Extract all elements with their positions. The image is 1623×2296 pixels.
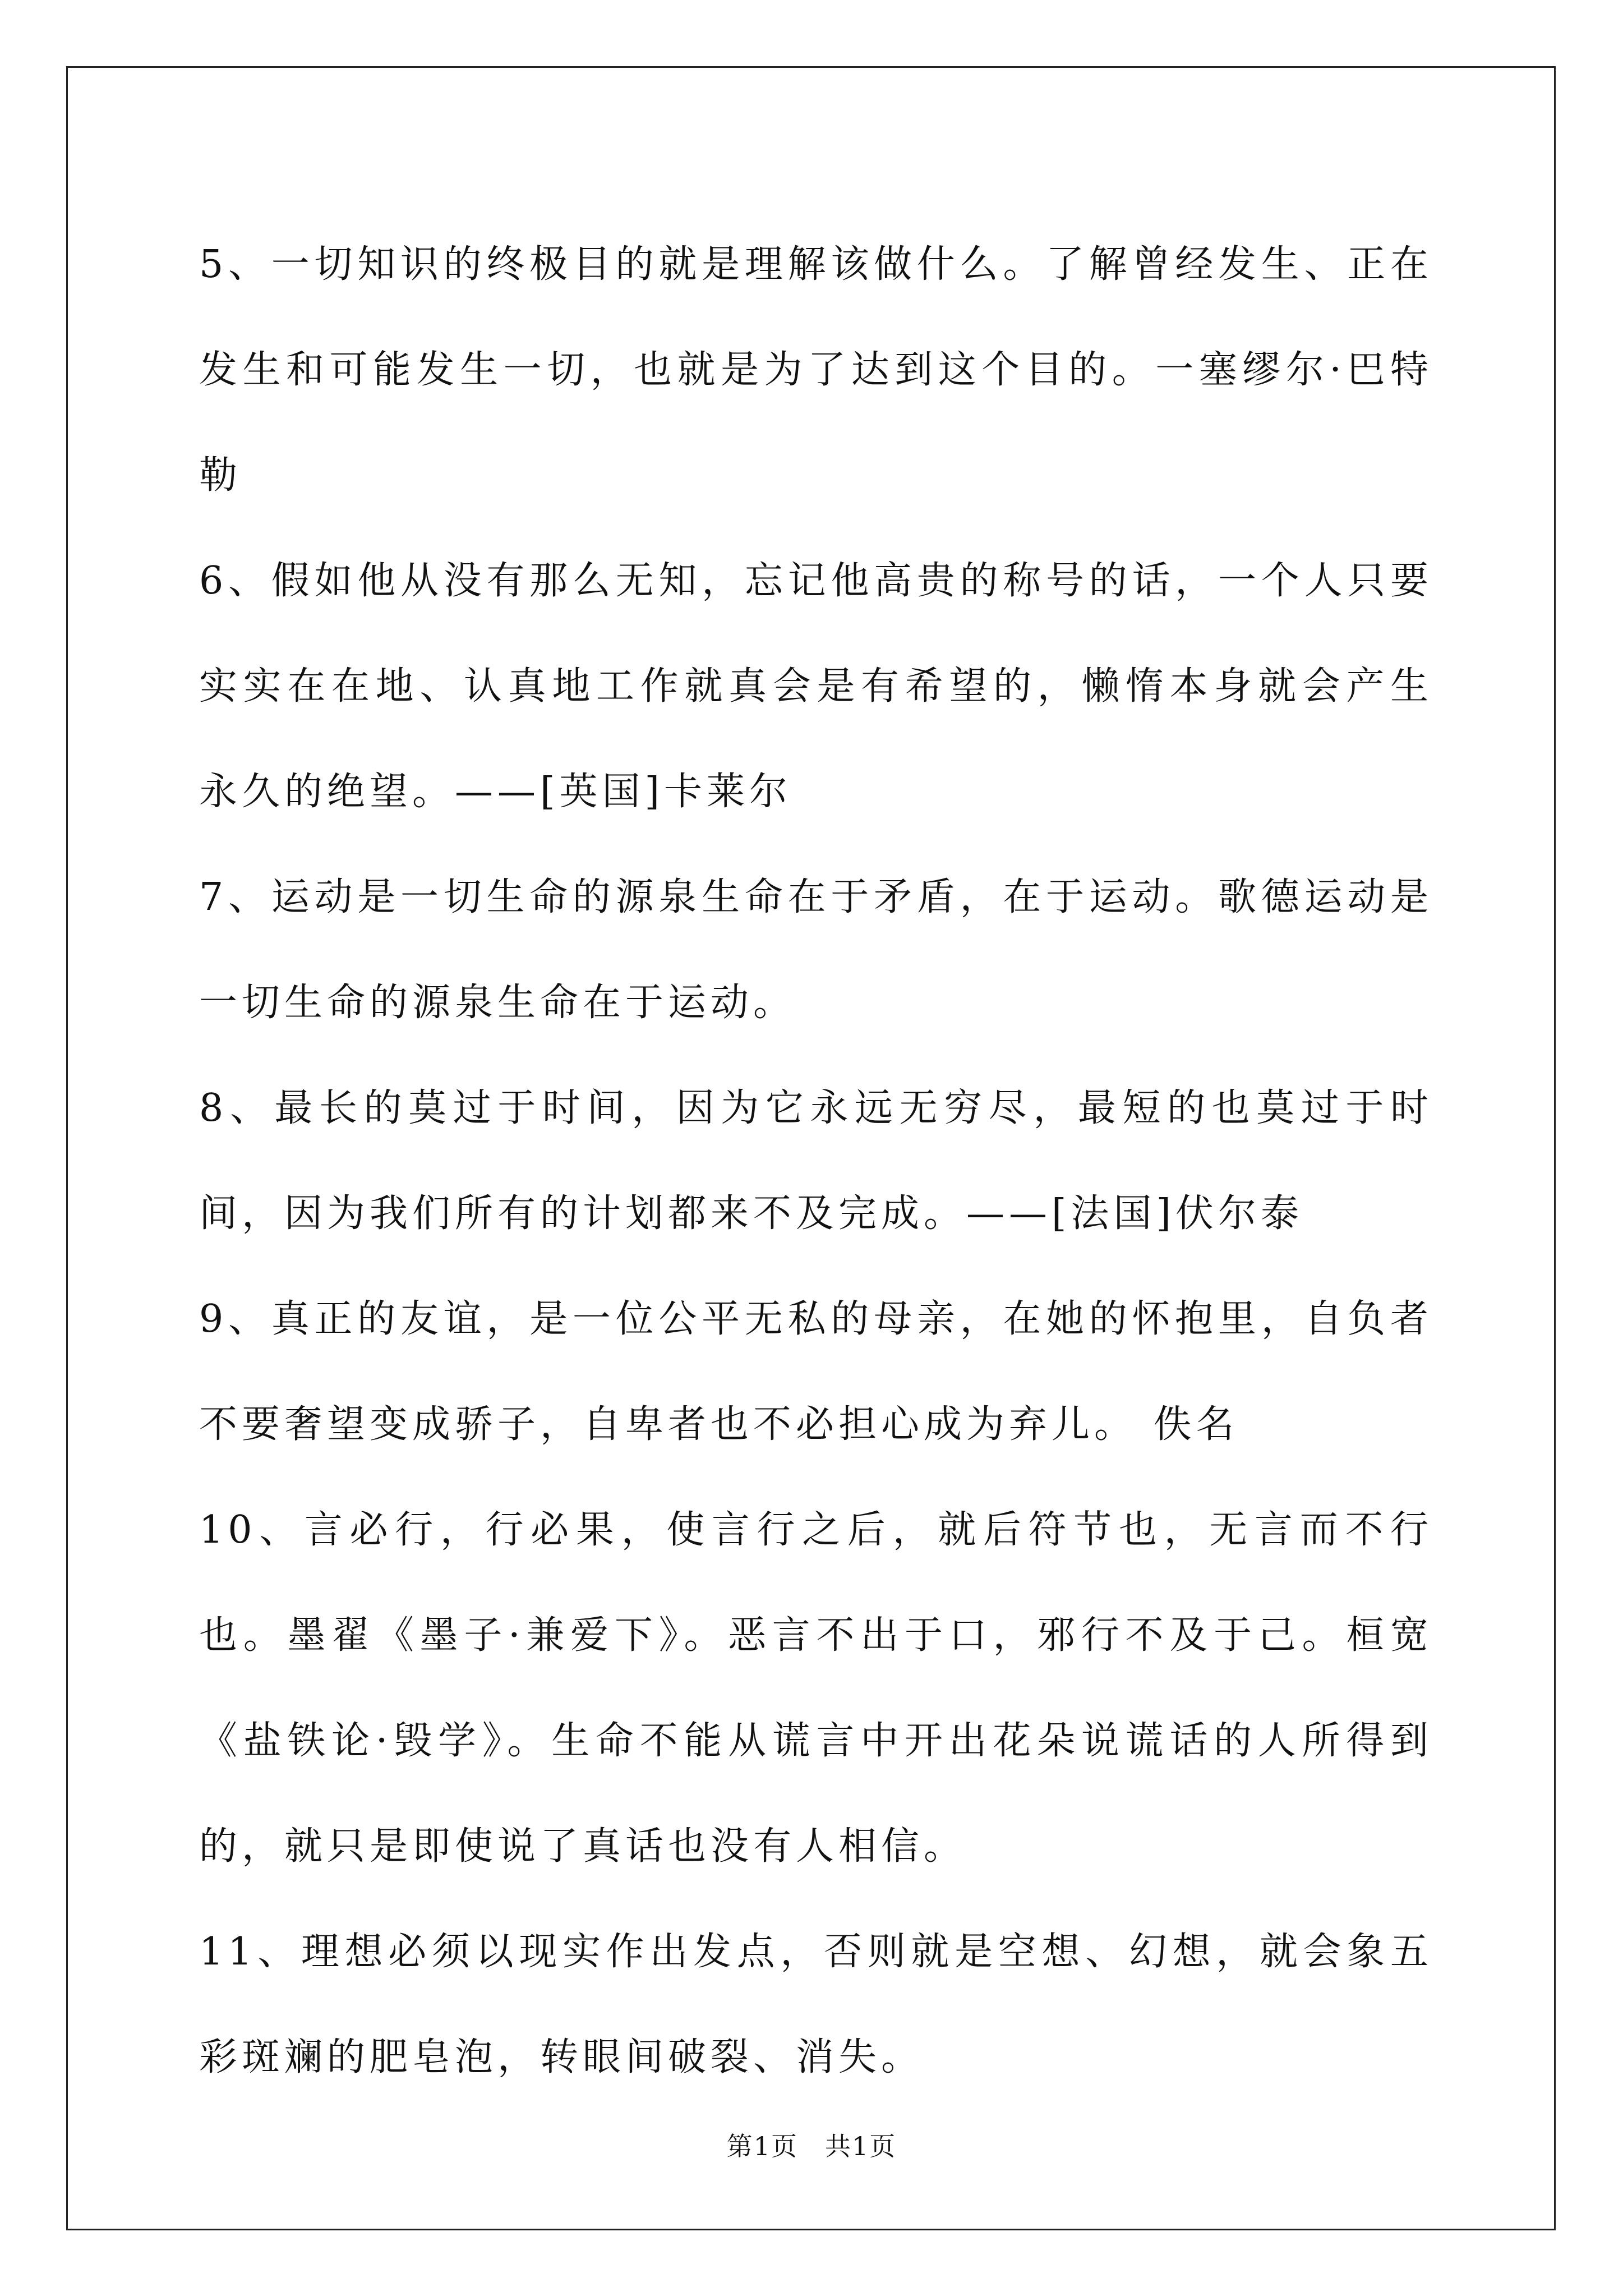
quote-paragraph-7: 7、运动是一切生命的源泉生命在于矛盾，在于运动。歌德运动是一切生命的源泉生命在于运动。 — [199, 875, 1433, 1025]
document-body — [199, 212, 1433, 2110]
quote-paragraph-9: 9、真正的友谊，是一位公平无私的母亲，在她的怀抱里，自负者不要奢望变成骄子，自卑者也不必担心成为弃儿。 佚名 — [199, 1297, 1433, 1447]
quote-paragraph-5: 5、一切知识的终极目的就是理解该做什么。了解曾经发生、正在发生和可能发生一切，也就是为了达到这个目的。一塞缪尔·巴特勒 — [199, 242, 1433, 498]
page-footer: 第1页 共1页 — [726, 2131, 897, 2161]
quote-paragraph-11: 11、理想必须以现实作出发点，否则就是空想、幻想，就会象五彩斑斓的肥皂泡，转眼间破裂、消失。 — [199, 1930, 1433, 2079]
quote-paragraph-8: 8、最长的莫过于时间，因为它永远无穷尽，最短的也莫过于时间，因为我们所有的计划都来不及完成。——[法国]伏尔泰 — [199, 1086, 1433, 1236]
quote-paragraph-10: 10、言必行，行必果，使言行之后，就后符节也，无言而不行也。墨翟《墨子·兼爱下》。恶言不出于口，邪行不及于己。桓宽《盐铁论·毁学》。生命不能从谎言中开出花朵说谎话的人所得到的，就只是即使说了真话也没有人相信。 — [199, 1508, 1433, 1869]
quote-paragraph-6: 6、假如他从没有那么无知，忘记他高贵的称号的话，一个人只要实实在在地、认真地工作就真会是有希望的，懒惰本身就会产生永久的绝望。——[英国]卡莱尔 — [199, 559, 1433, 814]
